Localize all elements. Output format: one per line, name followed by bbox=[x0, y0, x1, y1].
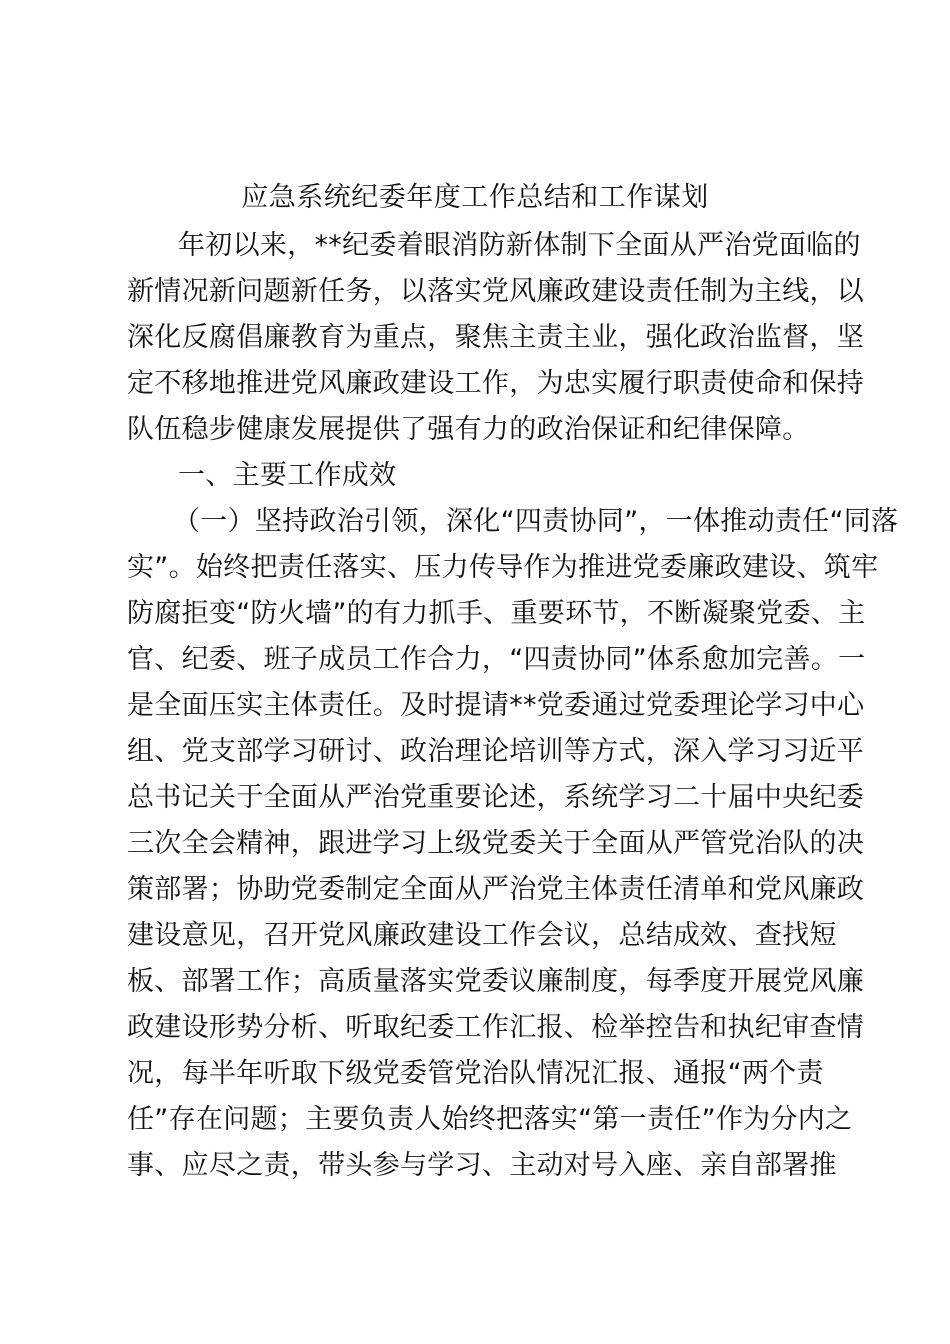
text-line: 防腐拒变“防火墙”的有力抓手、重要环节，不断凝聚党委、主 bbox=[127, 598, 866, 629]
text-line: 事、应尽之责，带头参与学习、主动对号入座、亲自部署推 bbox=[127, 1150, 837, 1181]
text-line: 新情况新问题新任务，以落实党风廉政建设责任制为主线，以 bbox=[127, 276, 865, 307]
text-line: 实”。始终把责任落实、压力传导作为推进党委廉政建设、筑牢 bbox=[127, 552, 879, 583]
subsection-heading-line: （一）坚持政治引领，深化“四责协同”，一体推动责任“同落 bbox=[173, 506, 899, 537]
document-title: 应急系统纪委年度工作总结和工作谋划 bbox=[241, 182, 709, 213]
text-line: 组、党支部学习研讨、政治理论培训等方式，深入学习习近平 bbox=[127, 736, 865, 767]
text-line: 定不移地推进党风廉政建设工作，为忠实履行职责使命和保持 bbox=[127, 368, 865, 399]
text-line: 总书记关于全面从严治党重要论述，系统学习二十届中央纪委 bbox=[127, 782, 865, 813]
text-line: 策部署；协助党委制定全面从严治党主体责任清单和党风廉政 bbox=[127, 874, 865, 905]
text-line: 板、部署工作；高质量落实党委议廉制度，每季度开展党风廉 bbox=[127, 966, 865, 997]
text-line: 是全面压实主体责任。及时提请**党委通过党委理论学习中心 bbox=[127, 690, 865, 721]
text-line: 三次全会精神，跟进学习上级党委关于全面从严管党治队的决 bbox=[127, 828, 865, 859]
section-heading: 一、主要工作成效 bbox=[178, 460, 397, 491]
text-line: 况，每半年听取下级党委管党治队情况汇报、通报“两个责 bbox=[127, 1058, 824, 1089]
text-line: 队伍稳步健康发展提供了强有力的政治保证和纪律保障。 bbox=[127, 414, 810, 445]
text-line: 任”存在问题；主要负责人始终把落实“第一责任”作为分内之 bbox=[127, 1104, 853, 1135]
text-line: 官、纪委、班子成员工作合力，“四责协同”体系愈加完善。一 bbox=[127, 644, 866, 675]
text-line: 年初以来，**纪委着眼消防新体制下全面从严治党面临的 bbox=[178, 230, 861, 261]
text-line: 政建设形势分析、听取纪委工作汇报、检举控告和执纪审查情 bbox=[127, 1012, 865, 1043]
text-line: 深化反腐倡廉教育为重点，聚焦主责主业，强化政治监督，坚 bbox=[127, 322, 865, 353]
text-line: 建设意见，召开党风廉政建设工作会议，总结成效、查找短 bbox=[127, 920, 837, 951]
